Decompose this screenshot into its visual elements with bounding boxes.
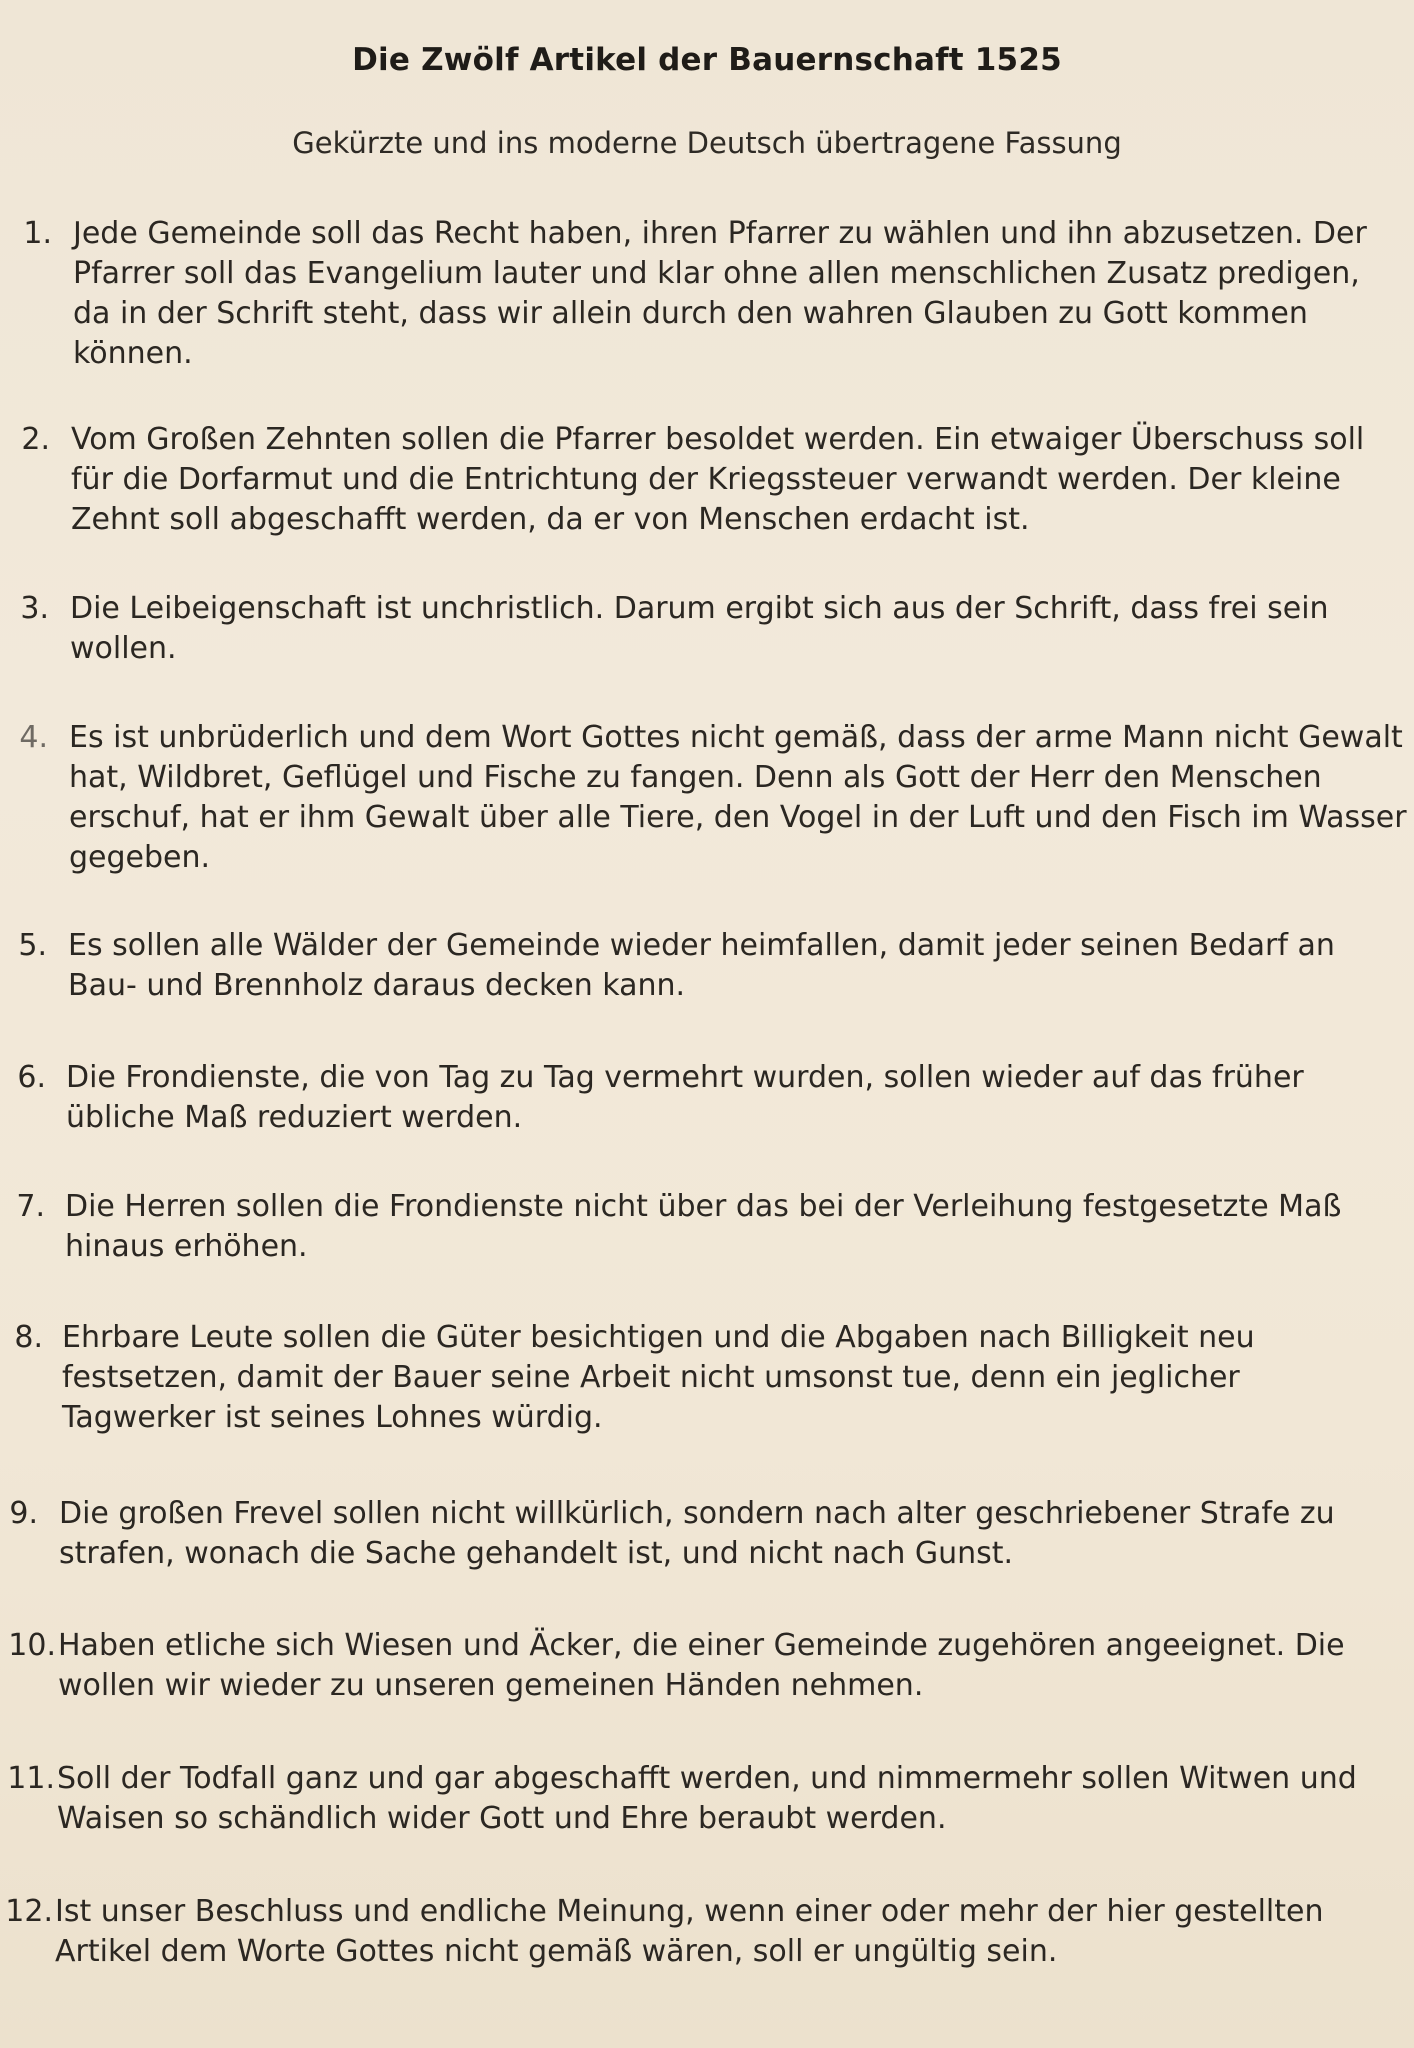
article-number: 5. bbox=[18, 928, 47, 963]
article-text: Die Leibeigenschaft ist unchristlich. Darum ergibt sich aus der Schrift, dass frei sein wollen. bbox=[70, 591, 1329, 666]
article-number: 11. bbox=[7, 1761, 55, 1796]
article-text: Die Herren sollen die Frondienste nicht über das bei der Verleihung festgesetzte Maß hinaus erhöhen. bbox=[65, 1189, 1342, 1264]
article-number: 12. bbox=[5, 1894, 53, 1929]
article-text: Ist unser Beschluss und endliche Meinung, wenn einer oder mehr der hier gestellten Artikel dem Worte Gottes nicht gemäß wären, soll er ungültig sein. bbox=[55, 1894, 1324, 1969]
article-number: 10. bbox=[8, 1628, 56, 1663]
article-text: Jede Gemeinde soll das Recht haben, ihren Pfarrer zu wählen und ihn abzusetzen. Der Pfarrer soll das Evangelium lauter und klar ohne allen menschlichen Zusatz predigen, da in der Schrift steht, dass wir allein durch den wahren Glauben zu Gott kommen können. bbox=[73, 216, 1367, 371]
article-number: 9. bbox=[9, 1496, 38, 1531]
article-text: Ehrbare Leute sollen die Güter besichtigen und die Abgaben nach Billigkeit neu festsetzen, damit der Bauer seine Arbeit nicht umsonst tue, denn ein jeglicher Tagwerker ist seines Lohnes würdig. bbox=[62, 1320, 1255, 1435]
article-number: 4. bbox=[19, 720, 48, 755]
article-number: 3. bbox=[20, 591, 49, 626]
document-title: Die Zwölf Artikel der Bauernschaft 1525 bbox=[352, 42, 1062, 78]
article-number: 2. bbox=[21, 422, 50, 457]
article-text: Die Frondienste, die von Tag zu Tag vermehrt wurden, sollen wieder auf das früher übliche Maß reduziert werden. bbox=[66, 1060, 1304, 1135]
article-number: 7. bbox=[16, 1189, 45, 1224]
article-text: Vom Großen Zehnten sollen die Pfarrer besoldet werden. Ein etwaiger Überschuss soll für die Dorfarmut und die Entrichtung der Kriegssteuer verwandt werden. Der kleine Zehnt soll abgeschafft werden, da er von Menschen erdacht ist. bbox=[71, 422, 1365, 537]
article-number: 8. bbox=[14, 1320, 43, 1355]
article-text: Es ist unbrüderlich und dem Wort Gottes nicht gemäß, dass der arme Mann nicht Gewalt hat, Wildbret, Geflügel und Fische zu fangen. Denn als Gott der Herr den Menschen erschuf, hat er ihm Gewalt über alle Tiere, den Vogel in der Luft und den Fisch im Wasser gegeben. bbox=[69, 720, 1407, 875]
article-number: 1. bbox=[23, 216, 52, 251]
article-text: Haben etliche sich Wiesen und Äcker, die einer Gemeinde zugehören angeeignet. Die wollen wir wieder zu unseren gemeinen Händen nehmen. bbox=[58, 1628, 1345, 1703]
document-subtitle: Gekürzte und ins moderne Deutsch übertragene Fassung bbox=[292, 126, 1122, 160]
article-number: 6. bbox=[17, 1060, 46, 1095]
article-text: Die großen Frevel sollen nicht willkürlich, sondern nach alter geschriebener Strafe zu strafen, wonach die Sache gehandelt ist, und nicht nach Gunst. bbox=[59, 1496, 1335, 1571]
article-text: Es sollen alle Wälder der Gemeinde wieder heimfallen, damit jeder seinen Bedarf an Bau- und Brennholz daraus decken kann. bbox=[68, 928, 1335, 1003]
article-text: Soll der Todfall ganz und gar abgeschafft werden, und nimmermehr sollen Witwen und Waisen so schändlich wider Gott und Ehre beraubt werden. bbox=[57, 1761, 1357, 1836]
